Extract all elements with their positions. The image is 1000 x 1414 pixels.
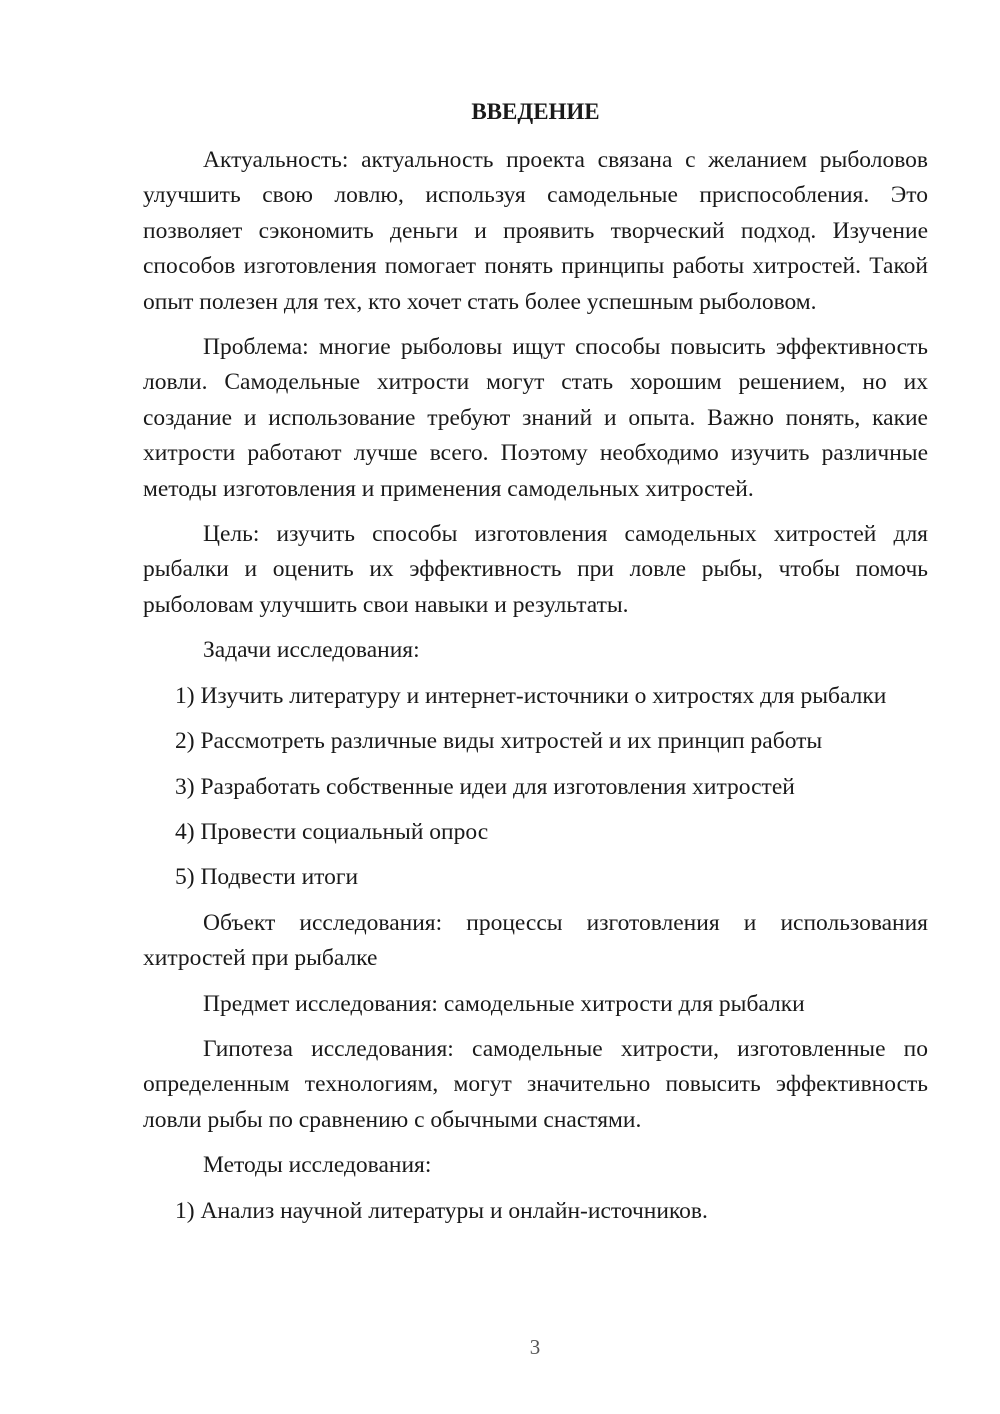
task-item: 1) Изучить литературу и интернет-источники о хитростях для рыбалки (175, 682, 887, 709)
goal-paragraph: Цель: изучить способы изготовления самодельных хитростей для рыбалки и оценить их эффективность при ловле рыбы, чтобы помочь рыболовам улучшить свои навыки и результаты. (143, 521, 928, 618)
task-item: 4) Провести социальный опрос (175, 818, 489, 845)
document-body (143, 143, 928, 1239)
tasks-heading: Задачи исследования: (203, 637, 420, 664)
task-item: 5) Подвести итоги (175, 864, 359, 891)
page-number: 3 (529, 1335, 541, 1359)
subject-paragraph: Предмет исследования: самодельные хитрости для рыбалки (203, 990, 805, 1017)
object-paragraph: Объект исследования: процессы изготовления и использования хитростей при рыбалке (143, 909, 928, 972)
relevance-paragraph: Актуальность: актуальность проекта связана с желанием рыболовов улучшить свою ловлю, используя самодельные приспособления. Это позволяет сэкономить деньги и проявить творческий подход. Изучение способов изготовления помогает понять принципы работы хитростей. Такой опыт полезен для тех, кто хочет стать более успешным рыболовом. (143, 147, 928, 315)
hypothesis-paragraph: Гипотеза исследования: самодельные хитрости, изготовленные по определенным технологиям, могут значительно повысить эффективность ловли рыбы по сравнению с обычными снастями. (143, 1035, 928, 1133)
task-item: 3) Разработать собственные идеи для изготовления хитростей (175, 773, 795, 800)
method-item: 1) Анализ научной литературы и онлайн-источников. (175, 1197, 708, 1224)
task-item: 2) Рассмотреть различные виды хитростей и их принцип работы (175, 728, 823, 755)
problem-paragraph: Проблема: многие рыболовы ищут способы повысить эффективность ловли. Самодельные хитрости могут стать хорошим решением, но их создание и использование требуют знаний и опыта. Важно понять, какие хитрости работают лучше всего. Поэтому необходимо изучить различные методы изготовления и применения самодельных хитростей. (143, 334, 928, 502)
methods-heading: Методы исследования: (203, 1152, 432, 1179)
page-title: ВВЕДЕНИЕ (471, 99, 600, 124)
